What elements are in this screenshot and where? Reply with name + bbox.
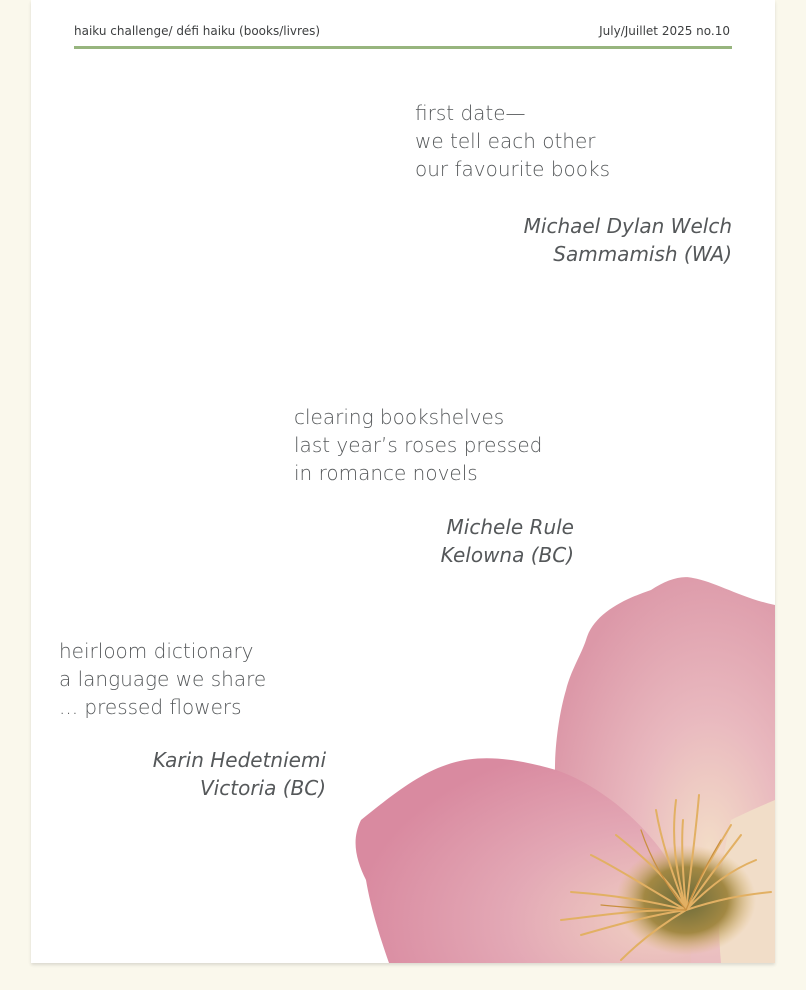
- haiku-line: we tell each other: [415, 129, 596, 153]
- haiku-line: our favourite books: [415, 157, 610, 181]
- author-name: Karin Hedetniemi: [152, 748, 326, 772]
- haiku-1-attribution: [524, 212, 732, 268]
- page-header: [74, 24, 732, 49]
- pressed-flower-illustration: [331, 570, 775, 963]
- haiku-2-attribution: [441, 513, 574, 569]
- author-location: Sammamish (WA): [553, 242, 732, 266]
- haiku-2: [294, 403, 542, 487]
- haiku-line: ... pressed flowers: [59, 695, 242, 719]
- haiku-line: in romance novels: [294, 461, 478, 485]
- haiku-3-attribution: [153, 746, 326, 802]
- author-location: Kelowna (BC): [440, 543, 574, 567]
- newsletter-page: [31, 0, 775, 963]
- haiku-line: heirloom dictionary: [59, 639, 254, 663]
- haiku-line: clearing bookshelves: [294, 405, 505, 429]
- haiku-line: first date—: [415, 101, 526, 125]
- author-name: Michele Rule: [446, 515, 574, 539]
- haiku-line: last year’s roses pressed: [294, 433, 543, 457]
- header-series-title: haiku challenge/ défi haiku (books/livres): [74, 24, 321, 38]
- author-location: Victoria (BC): [200, 776, 326, 800]
- haiku-line: a language we share: [59, 667, 267, 691]
- haiku-3: [59, 637, 266, 721]
- haiku-1: [415, 99, 610, 183]
- author-name: Michael Dylan Welch: [523, 214, 732, 238]
- header-issue-date: July/Juillet 2025 no.10: [599, 24, 730, 38]
